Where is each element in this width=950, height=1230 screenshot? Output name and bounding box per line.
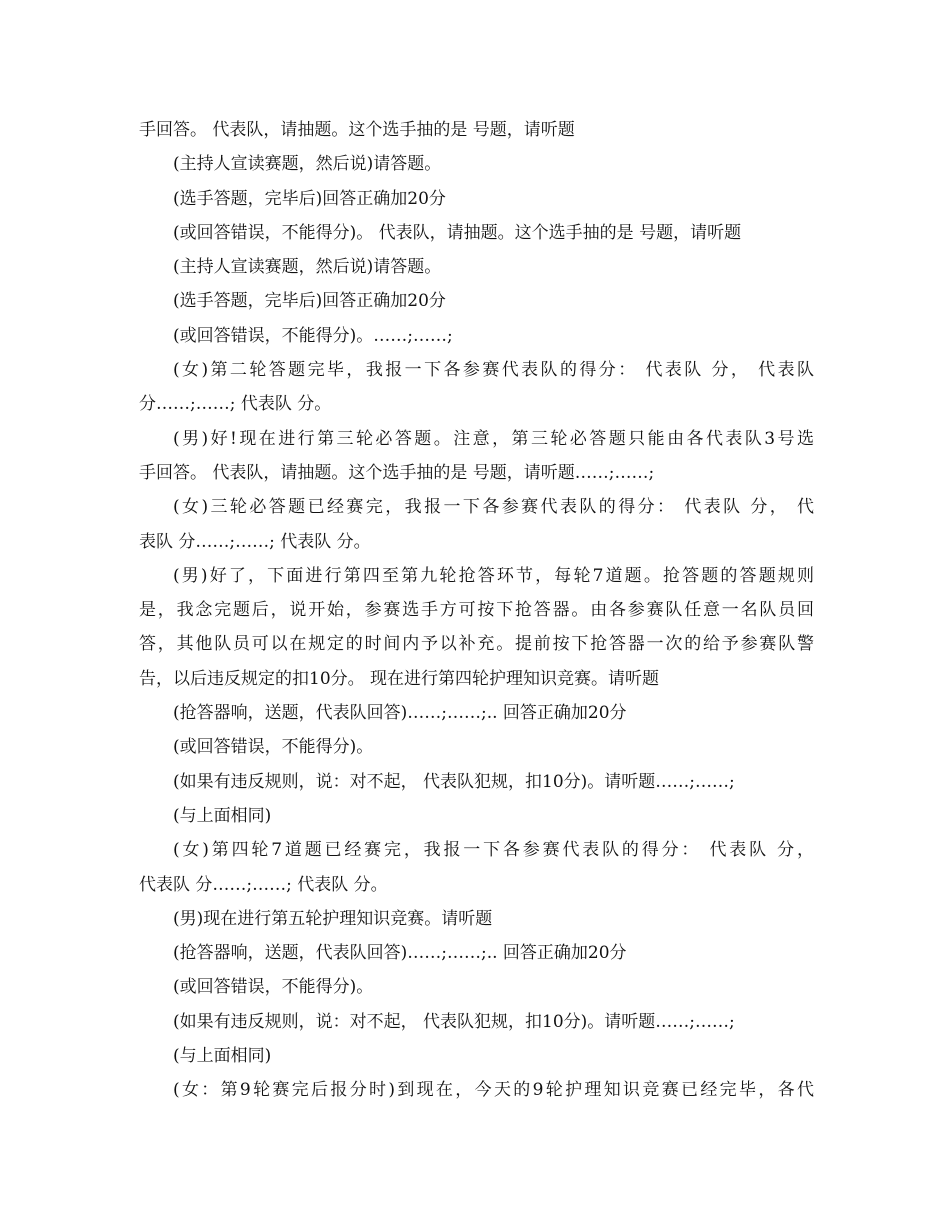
text-line-12: (女)三轮必答题已经赛完，我报一下各参赛代表队的得分： 代表队 分， 代 — [173, 497, 814, 518]
text-line-24: (男)现在进行第五轮护理知识竞赛。请听题 — [173, 908, 493, 929]
text-line-9: 分……;……; 代表队 分。 — [139, 394, 332, 415]
text-line-22: (女)第四轮7道题已经赛完，我报一下各参赛代表队的得分： 代表队 分， — [173, 840, 814, 861]
text-line-23: 代表队 分……;……; 代表队 分。 — [139, 874, 388, 895]
text-line-10: (男)好!现在进行第三轮必答题。注意，第三轮必答题只能由各代表队3号选 — [173, 428, 814, 449]
text-line-2: (主持人宣读赛题，然后说)请答题。 — [173, 154, 442, 175]
text-line-20: (如果有违反规则，说：对不起， 代表队犯规，扣10分)。请听题……;……; — [173, 771, 735, 792]
text-line-15: 是，我念完题后，说开始，参赛选手方可按下抢答器。由各参赛队任意一名队员回 — [139, 600, 814, 621]
text-line-29: (女：第9轮赛完后报分时)到现在，今天的9轮护理知识竞赛已经完毕，各代 — [173, 1080, 814, 1101]
text-line-6: (选手答题，完毕后)回答正确加20分 — [173, 291, 446, 312]
text-line-26: (或回答错误，不能得分)。 — [173, 977, 374, 998]
text-line-19: (或回答错误，不能得分)。 — [173, 737, 374, 758]
text-line-4: (或回答错误，不能得分)。 代表队，请抽题。这个选手抽的是 号题，请听题 — [173, 222, 742, 243]
text-line-5: (主持人宣读赛题，然后说)请答题。 — [173, 257, 442, 278]
text-line-1: 手回答。 代表队，请抽题。这个选手抽的是 号题，请听题 — [139, 120, 575, 140]
text-line-16: 答，其他队员可以在规定的时间内予以补充。提前按下抢答器一次的给予参赛队警 — [139, 634, 814, 655]
text-line-8: (女)第二轮答题完毕，我报一下各参赛代表队的得分： 代表队 分， 代表队 — [173, 360, 814, 381]
text-line-11: 手回答。 代表队，请抽题。这个选手抽的是 号题，请听题……;……; — [139, 462, 655, 483]
text-line-13: 表队 分……;……; 代表队 分。 — [139, 531, 371, 552]
text-line-7: (或回答错误，不能得分)。……;……; — [173, 325, 453, 346]
text-line-3: (选手答题，完毕后)回答正确加20分 — [173, 188, 446, 209]
text-line-14: (男)好了，下面进行第四至第九轮抢答环节，每轮7道题。抢答题的答题规则 — [173, 565, 814, 586]
text-line-25: (抢答器响，送题，代表队回答)……;……;.. 回答正确加20分 — [173, 943, 627, 964]
text-line-17: 告，以后违反规定的扣10分。 现在进行第四轮护理知识竞赛。请听题 — [139, 668, 660, 689]
text-line-27: (如果有违反规则，说：对不起， 代表队犯规，扣10分)。请听题……;……; — [173, 1011, 735, 1032]
text-line-28: (与上面相同) — [173, 1046, 272, 1067]
text-line-21: (与上面相同) — [173, 805, 272, 826]
document-body — [139, 113, 814, 1108]
text-line-18: (抢答器响，送题，代表队回答)……;……;.. 回答正确加20分 — [173, 703, 627, 724]
